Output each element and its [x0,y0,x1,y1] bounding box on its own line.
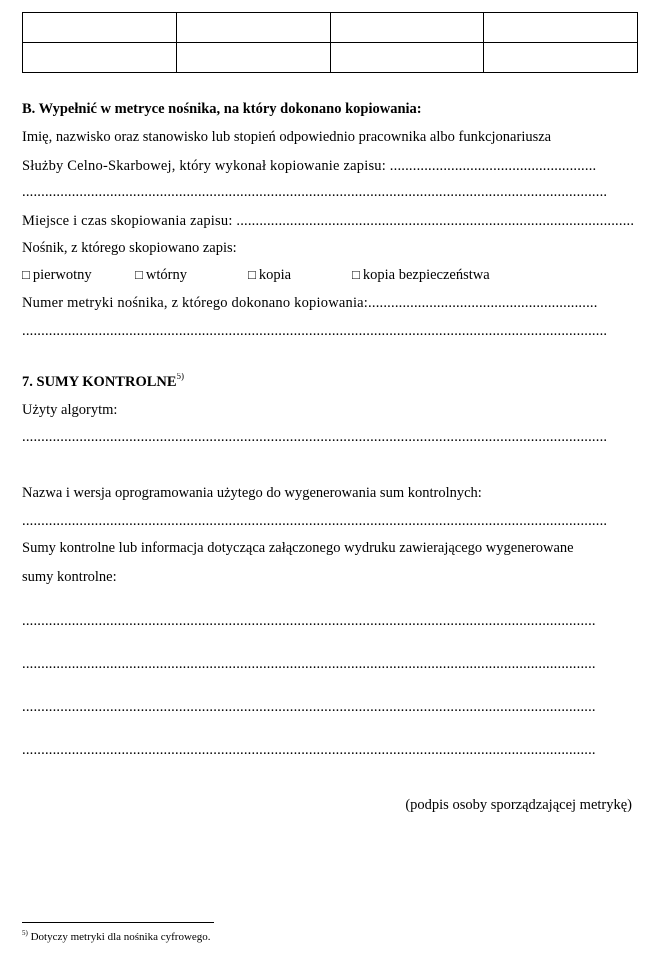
checksums-label-line-2: sumy kontrolne: [22,569,117,585]
table-row [23,43,638,73]
option-kopia[interactable] [248,266,352,284]
table-cell [176,43,330,73]
checkbox-icon: □ [352,267,360,282]
table-cell [176,13,330,43]
footnote-number: 5) [22,929,28,937]
footnote [22,931,211,943]
checksums-dotted-line: ...................................................................................................................................................... [22,656,596,672]
algorithm-dotted-line: ......................................................................................................................................................... [22,429,608,445]
option-pierwotny[interactable] [22,266,135,284]
option-label: kopia [258,267,292,283]
option-kopia-bezpieczenstwa[interactable] [352,266,490,284]
table-cell [23,13,177,43]
table-cell [484,13,638,43]
section-7-heading [22,373,634,391]
software-label: Nazwa i wersja oprogramowania użytego do wygenerowania sum kontrolnych: [22,485,482,501]
option-label: kopia bezpieczeństwa [362,267,490,283]
copier-label-line-2: Służby Celno-Skarbowej, który wykonał kopiowanie zapisu: ...................................................... [22,158,597,174]
table-row [23,13,638,43]
checksums-label-line-1: Sumy kontrolne lub informacja dotycząca załączonego wydruku zawierającego wygenerowane [22,540,574,556]
checkbox-icon: □ [22,267,30,282]
checksums-dotted-line: ...................................................................................................................................................... [22,613,596,629]
checkbox-icon: □ [135,267,143,282]
option-label: wtórny [145,267,187,283]
medium-type-options [22,266,634,284]
table-cell [484,43,638,73]
option-wtorny[interactable] [135,266,248,284]
source-medium-label: Nośnik, z którego skopiowano zapis: [22,240,237,256]
section-b-heading: B. Wypełnić w metryce nośnika, na który dokonano kopiowania: [22,101,422,117]
footnote-divider [22,922,214,923]
checkbox-icon: □ [248,267,256,282]
option-label: pierwotny [32,267,92,283]
section-7-title: 7. SUMY KONTROLNE [22,374,177,390]
software-dotted-line: ......................................................................................................................................................... [22,513,608,529]
source-metric-number-field: Numer metryki nośnika, z którego dokonano kopiowania:............................................................ [22,295,598,311]
copier-label-line-1: Imię, nazwisko oraz stanowisko lub stopień odpowiednio pracownika albo funkcjonariusza [22,129,552,145]
copier-dotted-line: ......................................................................................................................................................... [22,184,608,200]
metric-dotted-line: ......................................................................................................................................................... [22,323,608,339]
table-cell [330,13,484,43]
table-cell [23,43,177,73]
table-cell [330,43,484,73]
copy-place-time-field: Miejsce i czas skopiowania zapisu: ........................................................................................................ [22,213,634,229]
checksums-dotted-line: ...................................................................................................................................................... [22,742,596,758]
checksums-dotted-line: ...................................................................................................................................................... [22,699,596,715]
footnote-text: Dotyczy metryki dla nośnika cyfrowego. [30,931,211,943]
algorithm-label: Użyty algorytm: [22,402,118,418]
footnote-ref: 5) [176,373,185,381]
top-table [22,12,638,73]
signature-caption: (podpis osoby sporządzającej metrykę) [405,797,632,813]
